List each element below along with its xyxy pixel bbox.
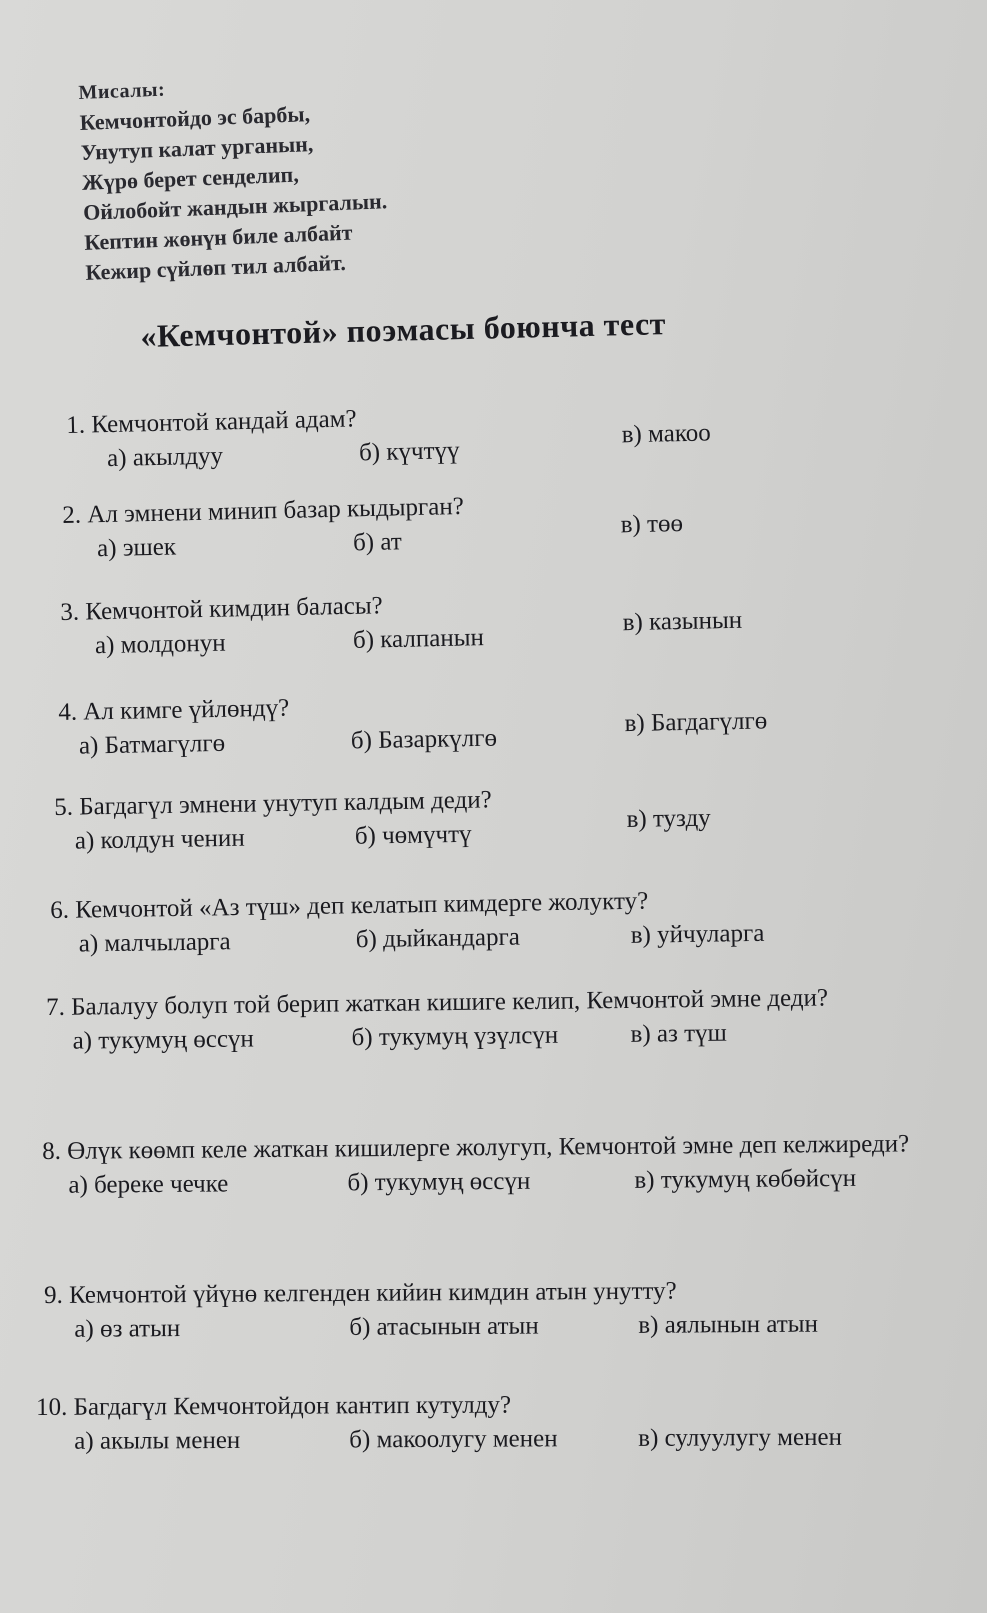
example-line: Жүрө берет сенделип,	[81, 161, 300, 195]
option-c: в) казынын	[622, 606, 743, 637]
question-text: 4. Ал кимге үйлөндү?	[58, 694, 290, 726]
option-a: а) береке чечке	[68, 1170, 229, 1199]
option-c: в) Багдагүлгө	[624, 707, 768, 738]
option-c: в) уйчуларга	[630, 919, 765, 949]
question-text: 9. Кемчонтой үйүнө келгенден кийин кимдин атын унутту?	[44, 1277, 677, 1309]
question-text: 5. Багдагүл эмнени унутуп калдым деди?	[54, 786, 492, 821]
option-b: б) ат	[352, 528, 403, 557]
answer-options	[42, 1162, 962, 1204]
option-a: а) малчыларга	[78, 928, 231, 958]
question-text: 6. Кемчонтой «Аз түш» деп келатып кимдерге жолукту?	[50, 887, 649, 924]
question-text: 3. Кемчонтой кимдин баласы?	[60, 592, 384, 626]
option-b: б) тукумуң өссүн	[347, 1167, 531, 1197]
option-c: в) сулуулугу менен	[638, 1423, 843, 1452]
option-b: б) дыйкандарга	[355, 923, 521, 954]
question-text: 7. Балалуу болуп той берип жаткан кишиге келип, Кемчонтой эмне деди?	[46, 984, 829, 1021]
option-a: а) тукумуң өссүн	[72, 1025, 255, 1055]
test-title: «Кемчонтой» поэмасы боюнча тест	[140, 305, 667, 354]
question-9	[44, 1274, 964, 1348]
example-line: Унутуп калат урганын,	[80, 131, 314, 165]
example-line: Кептин жөнүн биле албайт	[83, 219, 353, 255]
question-3	[60, 578, 981, 665]
question-2	[62, 479, 983, 568]
question-10	[36, 1387, 956, 1460]
option-b: б) макоолугу менен	[349, 1425, 558, 1454]
question-text: 2. Ал эмнени минип базар кыдырган?	[62, 492, 465, 529]
option-a: а) молдонун	[94, 629, 226, 660]
question-8	[42, 1128, 963, 1204]
answer-options	[36, 1421, 956, 1460]
option-b: б) Базаркүлгө	[350, 724, 498, 755]
option-a: а) эшек	[96, 533, 177, 563]
option-c: в) тукумуң көбөйсүн	[634, 1164, 857, 1194]
question-6	[50, 881, 971, 963]
example-poem	[78, 62, 506, 288]
option-b: б) калпанын	[352, 624, 485, 654]
option-b: б) тукумуң үзүлсүн	[351, 1021, 559, 1052]
option-a: а) колдун ченин	[74, 824, 245, 855]
answer-options	[44, 1308, 964, 1348]
question-5	[54, 776, 975, 860]
question-7	[46, 981, 967, 1060]
example-line: Кежир сүйлөп тил албайт.	[84, 249, 347, 285]
example-line: Ойлобойт жандын жыргалын.	[82, 188, 388, 225]
question-text: 10. Багдагүл Кемчонтойдон кантип кутулду?	[36, 1391, 512, 1421]
option-a: а) Батмагүлгө	[78, 729, 226, 760]
option-b: б) атасынын атын	[349, 1312, 539, 1341]
option-c: в) макоо	[621, 419, 712, 449]
option-c: в) аялынын атын	[638, 1310, 819, 1339]
option-a: а) акылы менен	[74, 1426, 241, 1455]
option-c: в) аз түш	[630, 1019, 728, 1048]
option-a: а) өз атын	[74, 1315, 181, 1343]
option-c: в) төө	[620, 509, 684, 539]
option-c: в) тузду	[626, 804, 711, 834]
option-b: б) күчтүү	[358, 437, 460, 467]
example-line: Кемчонтойдо эс барбы,	[79, 101, 311, 135]
option-b: б) чөмүчтү	[354, 820, 472, 850]
question-1	[66, 389, 987, 478]
question-text: 8. Өлүк көөмп келе жаткан кишилерге жолугуп, Кемчонтой эмне деп келжиреди?	[42, 1130, 910, 1165]
question-4	[58, 679, 979, 765]
option-a: а) акылдуу	[106, 442, 224, 473]
example-title: Мисалы:	[78, 78, 166, 104]
question-text: 1. Кемчонтой кандай адам?	[66, 405, 357, 439]
